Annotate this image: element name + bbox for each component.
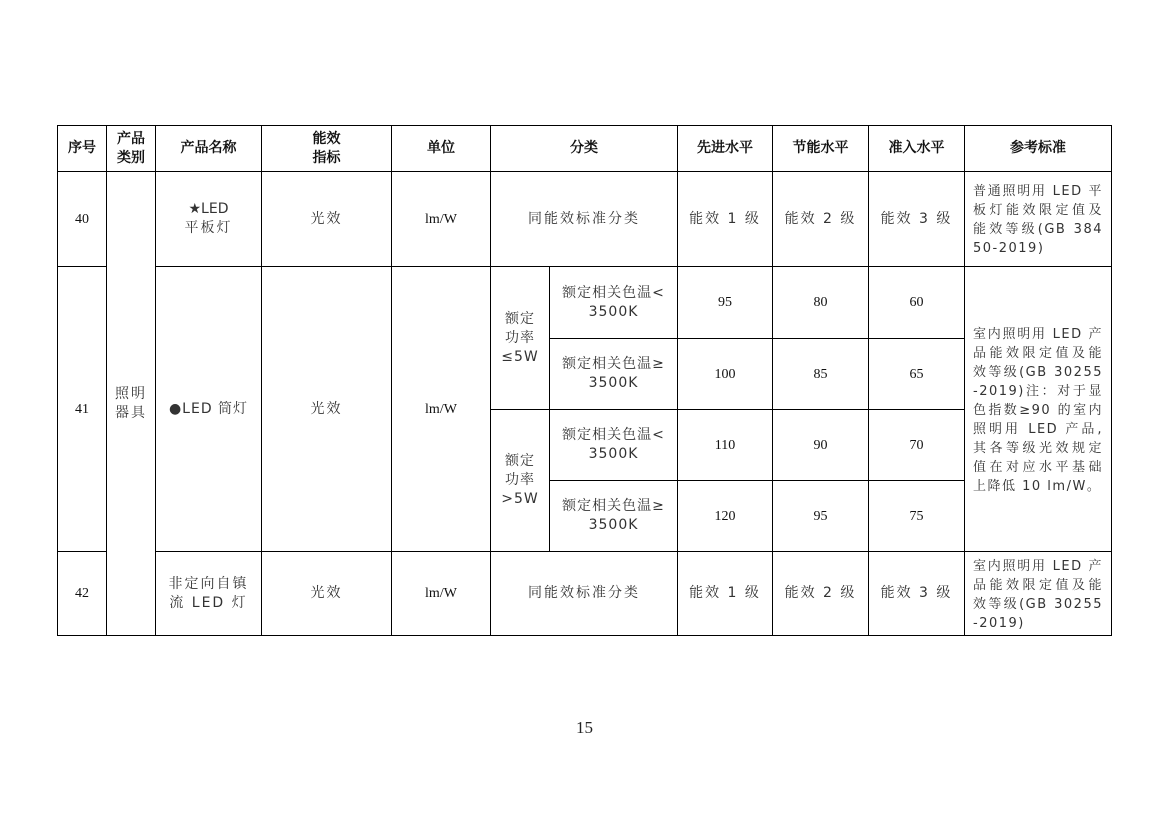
seq-cell: 41 xyxy=(58,267,107,552)
product-name-line1: 非定向自镇 xyxy=(168,575,249,592)
color-temp-label: 额定相关色温<3500K xyxy=(562,427,665,462)
access-cell: 能效 3 级 xyxy=(869,172,965,267)
color-temp-cell xyxy=(550,267,678,339)
power-gt5-cell xyxy=(491,410,550,552)
energy-saving-cell: 85 xyxy=(773,339,869,410)
advanced-cell: 能效 1 级 xyxy=(678,172,773,267)
product-name-cell xyxy=(156,552,262,636)
energy-saving-cell: 90 xyxy=(773,410,869,481)
power-gt5-label: 额定功率>5W xyxy=(501,453,539,507)
reference-cell xyxy=(965,267,1112,552)
advanced-cell: 95 xyxy=(678,267,773,339)
reference-note: 注：对于显色指数≥90 的室内照明用 LED 产品,其各等级光效规定值在对应水平基础上降低 10 lm/W。 xyxy=(973,383,1103,494)
header-row xyxy=(58,126,1112,172)
access-cell: 65 xyxy=(869,339,965,410)
indicator-cell: 光效 xyxy=(262,552,392,636)
header-indicator: 能效指标 xyxy=(262,126,392,172)
energy-saving-cell: 95 xyxy=(773,481,869,552)
classification-cell: 同能效标准分类 xyxy=(491,552,678,636)
indicator-cell: 光效 xyxy=(262,267,392,552)
product-name-line2: 流 LED 灯 xyxy=(169,594,248,611)
reference-text: 室内照明用 LED 产品能效限定值及能效等级(GB 30255-2019) xyxy=(973,326,1103,399)
color-temp-cell xyxy=(550,410,678,481)
header-advanced: 先进水平 xyxy=(678,126,773,172)
unit-cell: lm/W xyxy=(392,172,491,267)
unit-cell: lm/W xyxy=(392,267,491,552)
table-row-42 xyxy=(58,552,1112,636)
table-row-41a xyxy=(58,267,1112,339)
color-temp-label: 额定相关色温<3500K xyxy=(562,284,665,320)
energy-saving-cell: 能效 2 级 xyxy=(773,552,869,636)
header-reference: 参考标准 xyxy=(965,126,1112,172)
seq-cell: 42 xyxy=(58,552,107,636)
page-number: 15 xyxy=(576,718,593,737)
indicator-cell: 光效 xyxy=(262,172,392,267)
color-temp-cell xyxy=(550,339,678,410)
power-le5-cell xyxy=(491,267,550,410)
access-cell: 70 xyxy=(869,410,965,481)
header-seq: 序号 xyxy=(58,126,107,172)
product-name-cell: ●LED 筒灯 xyxy=(156,267,262,552)
table-row-40 xyxy=(58,172,1112,267)
access-cell: 60 xyxy=(869,267,965,339)
header-access: 准入水平 xyxy=(869,126,965,172)
reference-cell: 普通照明用 LED 平板灯能效限定值及能效等级(GB 38450-2019) xyxy=(965,172,1112,267)
header-classification: 分类 xyxy=(491,126,678,172)
color-temp-cell xyxy=(550,481,678,552)
color-temp-label: 额定相关色温≥3500K xyxy=(562,498,665,533)
advanced-cell: 110 xyxy=(678,410,773,481)
advanced-cell: 100 xyxy=(678,339,773,410)
energy-efficiency-table xyxy=(57,125,1112,636)
product-name-line2: 平板灯 xyxy=(184,220,233,236)
classification-cell: 同能效标准分类 xyxy=(491,172,678,267)
seq-cell: 40 xyxy=(58,172,107,267)
advanced-cell: 能效 1 级 xyxy=(678,552,773,636)
advanced-cell: 120 xyxy=(678,481,773,552)
reference-cell: 室内照明用 LED 产品能效限定值及能效等级(GB 30255-2019) xyxy=(965,552,1112,636)
category-label: 照明器具 xyxy=(115,385,147,421)
category-cell xyxy=(107,172,156,636)
header-unit: 单位 xyxy=(392,126,491,172)
energy-saving-cell: 80 xyxy=(773,267,869,339)
access-cell: 75 xyxy=(869,481,965,552)
header-energy-saving: 节能水平 xyxy=(773,126,869,172)
unit-cell: lm/W xyxy=(392,552,491,636)
product-name-line1: ★LED xyxy=(188,201,229,217)
header-category: 产品类别 xyxy=(107,126,156,172)
access-cell: 能效 3 级 xyxy=(869,552,965,636)
header-product-name: 产品名称 xyxy=(156,126,262,172)
power-le5-label: 额定功率≤5W xyxy=(501,310,539,365)
product-name-cell xyxy=(156,172,262,267)
energy-saving-cell: 能效 2 级 xyxy=(773,172,869,267)
color-temp-label: 额定相关色温≥3500K xyxy=(562,356,665,391)
